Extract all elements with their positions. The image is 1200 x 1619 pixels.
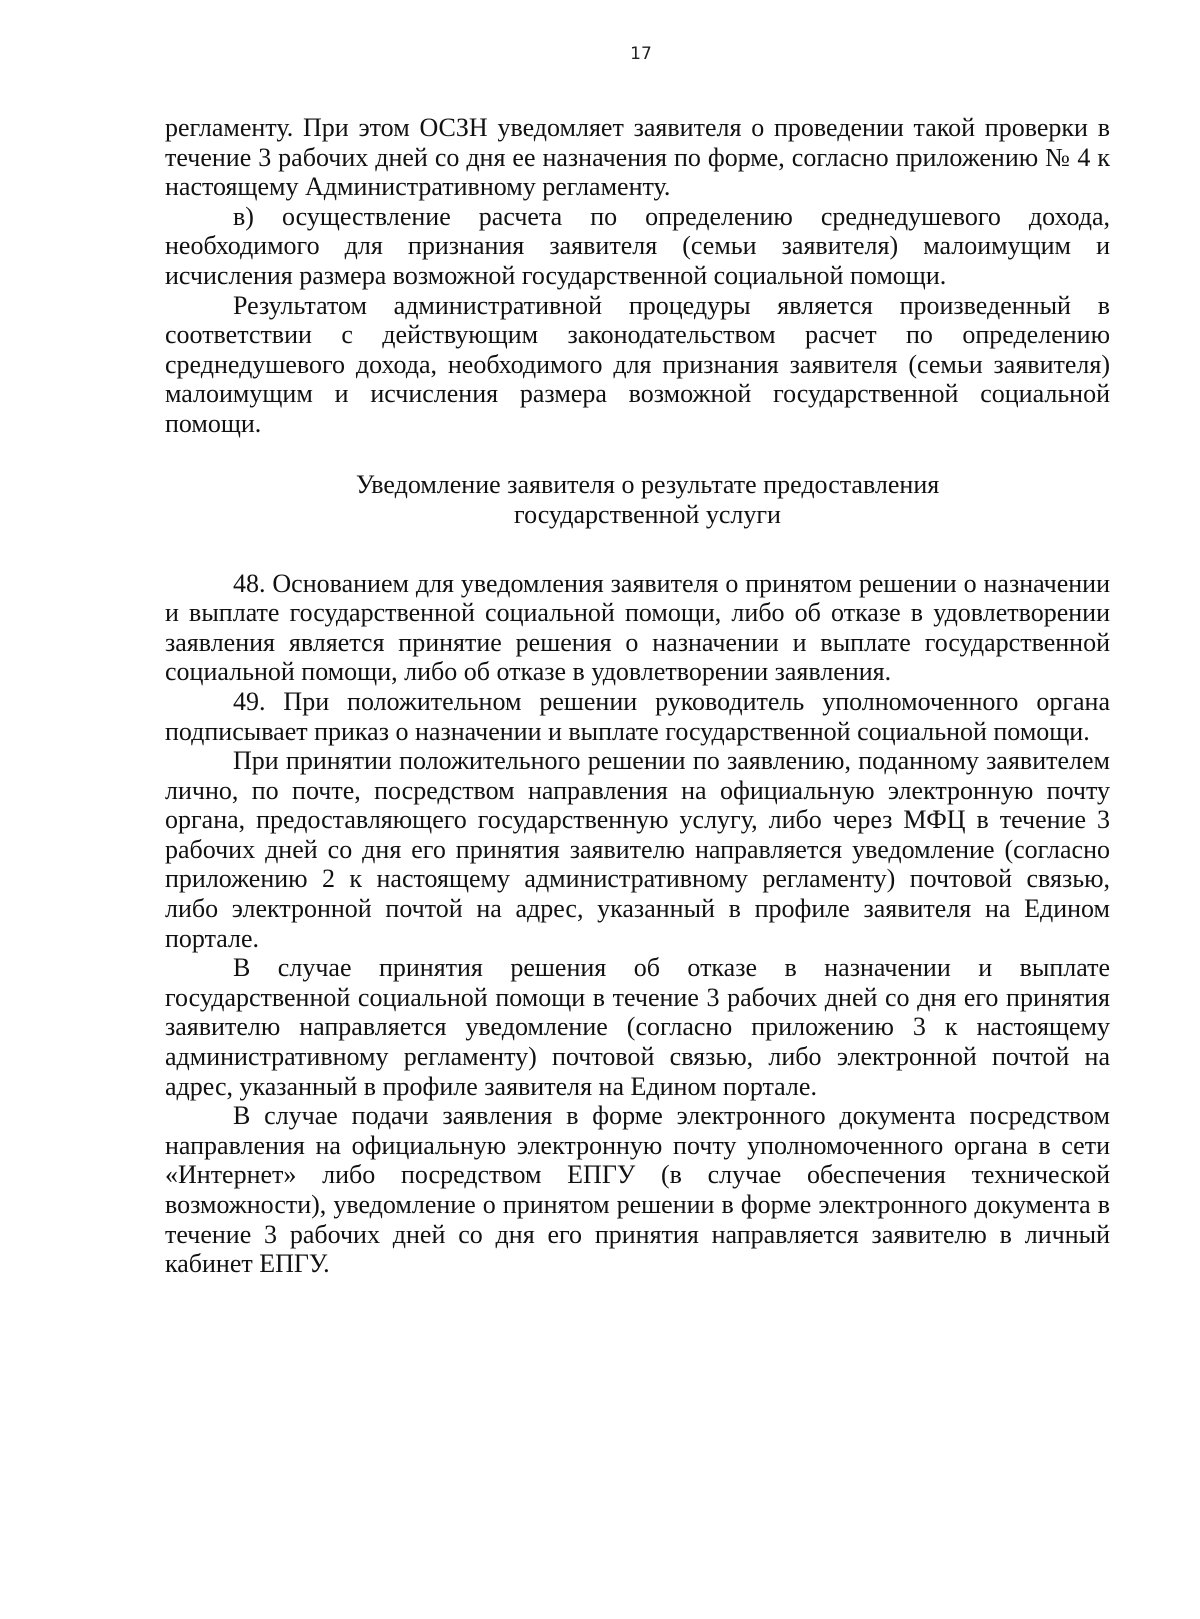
paragraph-result: Результатом административной процедуры является произведенный в соответствии с действующим законодательством расчет по определению среднедушевого дохода, необходимого для признания заявителя (семьи заявителя) малоимущим и исчисления размера возможной государственной социальной помощи. xyxy=(165,290,1110,438)
document-body xyxy=(165,113,1110,1279)
section-title xyxy=(165,470,1110,530)
paragraph-refusal-decision: В случае принятия решения об отказе в назначении и выплате государственной социальной помощи в течение 3 рабочих дней со дня его принятия заявителю направляется уведомление (согласно приложению 3 к настоящему административному регламенту) почтовой связью, либо электронной почтой на адрес, указанный в профиле заявителя на Едином портале. xyxy=(165,953,1110,1101)
paragraph-continuation: регламенту. При этом ОСЗН уведомляет заявителя о проведении такой проверки в течение 3 рабочих дней со дня ее назначения по форме, согласно приложению № 4 к настоящему Административному регламенту. xyxy=(165,113,1110,202)
paragraph-49: 49. При положительном решении руководитель уполномоченного органа подписывает приказ о назначении и выплате государственной социальной помощи. xyxy=(165,686,1110,746)
section-title-line-1: Уведомление заявителя о результате предоставления xyxy=(355,469,940,499)
paragraph-item-v: в) осуществление расчета по определению среднедушевого дохода, необходимого для признания заявителя (семьи заявителя) малоимущим и исчисления размера возможной государственной социальной помощи. xyxy=(165,201,1110,290)
section-title-line-2: государственной услуги xyxy=(514,499,781,529)
page-number: 17 xyxy=(630,44,652,64)
paragraph-positive-decision: При принятии положительного решении по заявлению, поданному заявителем лично, по почте, посредством направления на официальную электронную почту органа, предоставляющего государственную услугу, либо через МФЦ в течение 3 рабочих дней со дня его принятия заявителю направляется уведомление (согласно приложению 2 к настоящему административному регламенту) почтовой связью, либо электронной почтой на адрес, указанный в профиле заявителя на Едином портале. xyxy=(165,746,1110,953)
paragraph-48: 48. Основанием для уведомления заявителя о принятом решении о назначении и выплате государственной социальной помощи, либо об отказе в удовлетворении заявления является принятие решения о назначении и выплате государственной социальной помощи, либо об отказе в удовлетворении заявления. xyxy=(165,568,1110,687)
paragraph-electronic-submission: В случае подачи заявления в форме электронного документа посредством направления на официальную электронную почту уполномоченного органа в сети «Интернет» либо посредством ЕПГУ (в случае обеспечения технической возможности), уведомление о принятом решении в форме электронного документа в течение 3 рабочих дней со дня его принятия направляется заявителю в личный кабинет ЕПГУ. xyxy=(165,1101,1110,1279)
